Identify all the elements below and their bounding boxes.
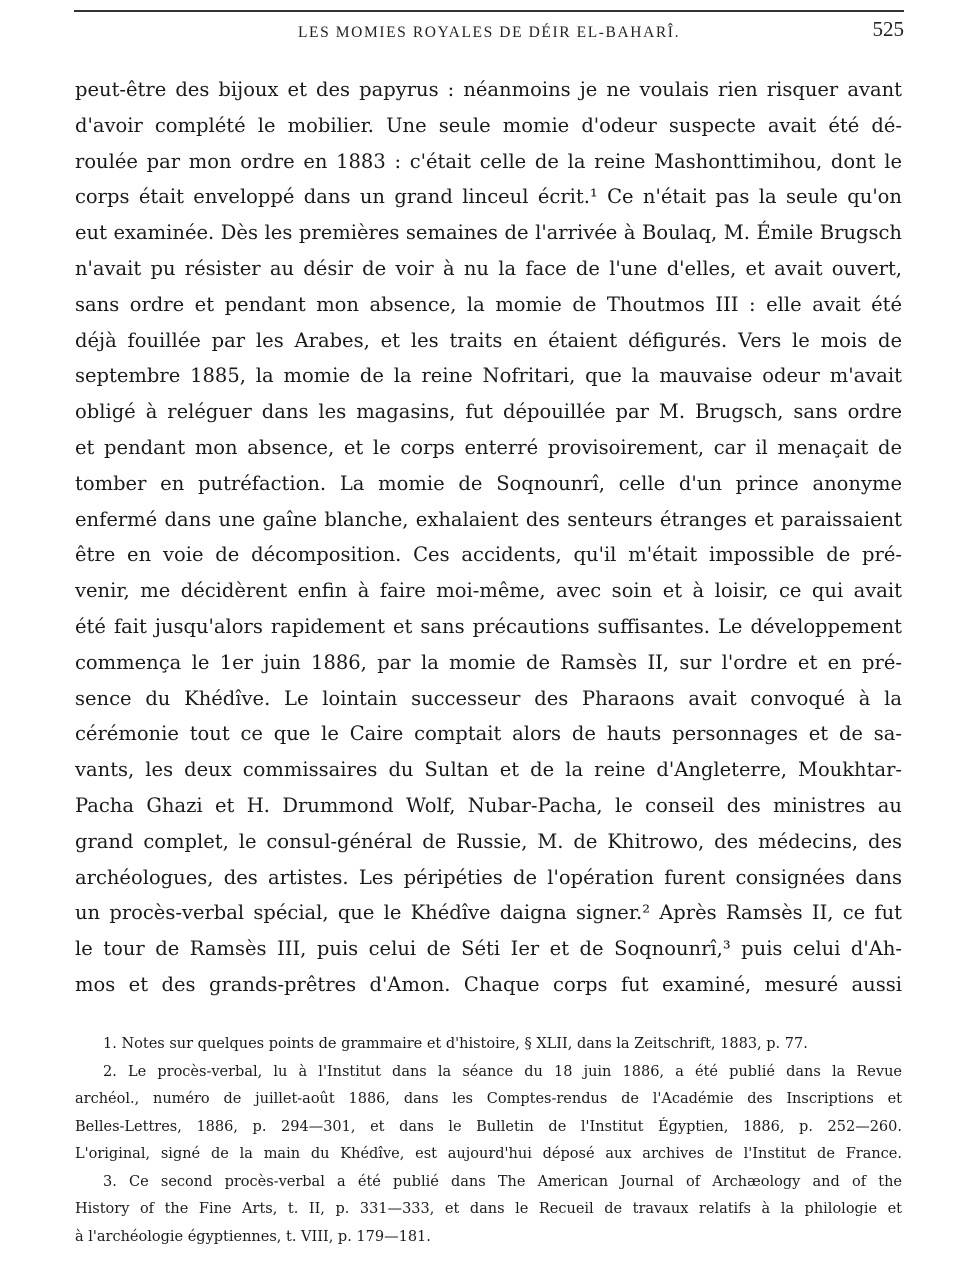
body-line: sans ordre et pendant mon absence, la momie de Thoutmos III : elle avait été bbox=[75, 292, 902, 316]
running-header bbox=[74, 10, 904, 42]
footnote-line: à l'archéologie égyptiennes, t. VIII, p. 179—181. bbox=[75, 1228, 431, 1245]
body-line: un procès-verbal spécial, que le Khédîve daigna signer.² Après Ramsès II, ce fut bbox=[75, 901, 902, 925]
body-line: été fait jusqu'alors rapidement et sans précautions suffisantes. Le développement bbox=[75, 614, 902, 638]
body-line: le tour de Ramsès III, puis celui de Séti Ier et de Soqnounrî,³ puis celui d'Ah- bbox=[75, 937, 902, 961]
footnote-line: L'original, signé de la main du Khédîve, est aujourd'hui déposé aux archives de l'Institut de France. bbox=[75, 1146, 902, 1162]
body-line: mos et des grands-prêtres d'Amon. Chaque corps fut examiné, mesuré aussi bbox=[75, 972, 902, 996]
footnotes bbox=[75, 1031, 902, 1251]
body-line: commença le 1er juin 1886, par la momie de Ramsès II, sur l'ordre et en pré- bbox=[75, 650, 902, 674]
footnote-line: Belles-Lettres, 1886, p. 294—301, et dans le Bulletin de l'Institut Égyptien, 1886, p. 252—260. bbox=[75, 1118, 902, 1135]
body-text bbox=[75, 72, 902, 1003]
body-line: Pacha Ghazi et H. Drummond Wolf, Nubar-Pacha, le conseil des ministres au bbox=[75, 793, 902, 817]
body-line: être en voie de décomposition. Ces accidents, qu'il m'était impossible de pré- bbox=[75, 543, 902, 567]
footnote-line: archéol., numéro de juillet-août 1886, dans les Comptes-rendus de l'Académie des Inscriptions et bbox=[75, 1091, 902, 1107]
body-line: septembre 1885, la momie de la reine Nofritari, que la mauvaise odeur m'avait bbox=[75, 364, 902, 388]
body-line: eut examinée. Dès les premières semaines de l'arrivée à Boulaq, M. Émile Brugsch bbox=[75, 221, 902, 245]
body-line: roulée par mon ordre en 1883 : c'était celle de la reine Mashonttimihou, dont le bbox=[75, 149, 902, 173]
body-line: enfermé dans une gaîne blanche, exhalaient des senteurs étranges et paraissaient bbox=[75, 507, 902, 531]
running-title: LES MOMIES ROYALES DE DÉIR EL-BAHARÎ. bbox=[297, 24, 681, 41]
page-number: 525 bbox=[872, 17, 904, 41]
body-line: peut-être des bijoux et des papyrus : néanmoins je ne voulais rien risquer avant bbox=[75, 78, 902, 101]
body-line: sence du Khédîve. Le lointain successeur des Pharaons avait convoqué à la bbox=[75, 686, 902, 710]
body-line: et pendant mon absence, et le corps enterré provisoirement, car il menaçait de bbox=[75, 435, 902, 459]
body-line: obligé à reléguer dans les magasins, fut dépouillée par M. Brugsch, sans ordre bbox=[75, 400, 902, 424]
body-line: corps était enveloppé dans un grand linceul écrit.¹ Ce n'était pas la seule qu'on bbox=[75, 185, 902, 209]
body-line: archéologues, des artistes. Les péripéties de l'opération furent consignées dans bbox=[75, 865, 902, 889]
footnote-line: 3. Ce second procès-verbal a été publié dans The American Journal of Archæology and of the bbox=[103, 1173, 902, 1190]
body-line: venir, me décidèrent enfin à faire moi-même, avec soin et à loisir, ce qui avait bbox=[75, 579, 902, 603]
body-line: vants, les deux commissaires du Sultan et de la reine d'Angleterre, Moukhtar- bbox=[75, 758, 902, 782]
footnote-line: 1. Notes sur quelques points de grammaire et d'histoire, § XLII, dans la Zeitschrift, 1883, p. 77. bbox=[103, 1036, 808, 1052]
footnote-line: History of the Fine Arts, t. II, p. 331—333, et dans le Recueil de travaux relatifs à la philologie et bbox=[75, 1201, 902, 1217]
body-line: d'avoir complété le mobilier. Une seule momie d'odeur suspecte avait été dé- bbox=[75, 113, 902, 137]
body-line: déjà fouillée par les Arabes, et les traits en étaient défigurés. Vers le mois de bbox=[75, 328, 902, 352]
body-line: tomber en putréfaction. La momie de Soqnounrî, celle d'un prince anonyme bbox=[75, 471, 902, 495]
body-line: cérémonie tout ce que le Caire comptait alors de hauts personnages et de sa- bbox=[75, 722, 902, 746]
body-line: n'avait pu résister au désir de voir à nu la face de l'une d'elles, et avait ouvert, bbox=[75, 256, 902, 280]
footnote-line: 2. Le procès-verbal, lu à l'Institut dans la séance du 18 juin 1886, a été publié dans la Revue bbox=[103, 1063, 902, 1080]
body-line: grand complet, le consul-général de Russie, M. de Khitrowo, des médecins, des bbox=[75, 829, 902, 853]
